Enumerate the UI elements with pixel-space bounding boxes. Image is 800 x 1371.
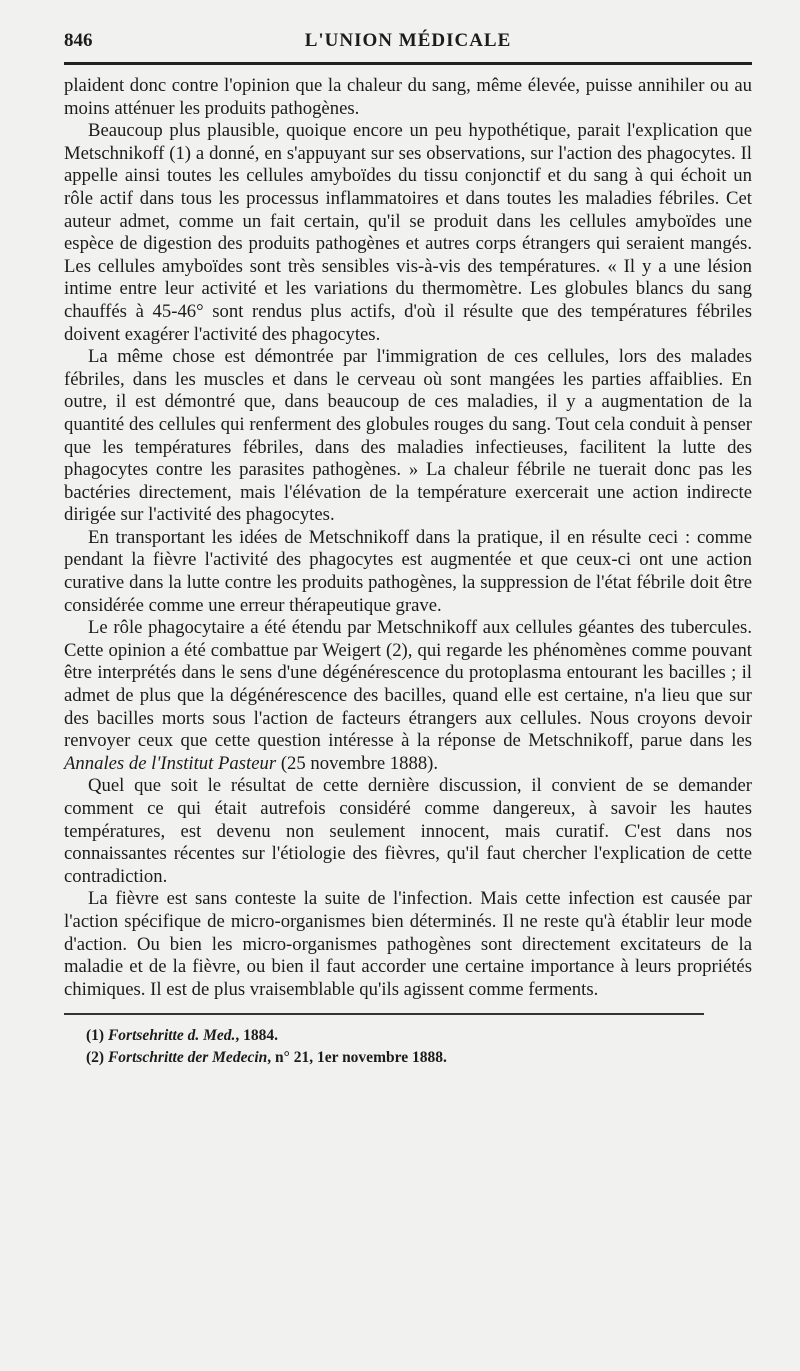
paragraph <box>64 775 752 888</box>
paragraph <box>64 75 752 120</box>
footnote-rule <box>64 1013 704 1015</box>
paragraph <box>64 888 752 1001</box>
page-header <box>64 22 752 56</box>
header-rule <box>64 62 752 65</box>
running-title: L'UNION MÉDICALE <box>304 30 512 51</box>
paragraph <box>64 617 752 775</box>
footnote-marker: (1) <box>86 1027 108 1045</box>
paragraph-text: (25 novembre 1888). <box>276 752 439 774</box>
paragraph <box>64 346 752 527</box>
footnote-marker: (2) <box>86 1049 108 1067</box>
footnote <box>64 1025 752 1047</box>
footnote-title: Fortsehritte d. Med. <box>107 1027 236 1045</box>
footnote-title: Fortschritte der Medecin <box>107 1049 268 1067</box>
paragraph-text: Quel que soit le résultat de cette dernière discussion, il convient de se demander comment ce qui était autrefois considéré comme dangereux, à savoir les hautes températures, est devenu non seulement innocent, mais curatif. C'est dans nos connaissantes récentes sur l'étiologie des fièvres, qu'il faut chercher l'explication de cette contradiction. <box>64 775 752 887</box>
paragraph-text: La fièvre est sans conteste la suite de l'infection. Mais cette infection est causée par l'action spécifique de micro-organismes bien déterminés. Il ne reste qu'à établir leur mode d'action. Ou bien les micro-organismes pathogènes sont directement excitateurs de la maladie et de la fièvre, ou bien il faut accorder une certaine importance à leurs propriétés chimiques. Il est de plus vraisemblable qu'ils agissent comme ferments. <box>64 888 752 1000</box>
footnotes <box>64 1025 752 1069</box>
footnote-details: , 1884. <box>235 1027 279 1045</box>
article-body <box>64 75 752 1001</box>
page-number: 846 <box>64 30 93 51</box>
paragraph-text: plaident donc contre l'opinion que la chaleur du sang, même élevée, puisse annihiler ou au moins atténuer les produits pathogènes. <box>64 75 752 119</box>
paragraph-text: Le rôle phagocytaire a été étendu par Metschnikoff aux cellules géantes des tubercules. Cette opinion a été combattue par Weigert (2), qui regarde les phénomènes comme pouvant être interprétés dans le sens d'une dégénérescence du protoplasma entourant les bacilles ; il admet de plus que la dégénérescence des bacilles, quand elle est certaine, n'a lieu que sur des bacilles morts sous l'action de facteurs étrangers aux cellules. Nous croyons devoir renvoyer ceux que cette question intéresse à la réponse de Metschnikoff, parue dans les <box>64 617 752 752</box>
footnote <box>64 1047 752 1069</box>
paragraph-text: Beaucoup plus plausible, quoique encore un peu hypothétique, parait l'explication que Metschnikoff (1) a donné, en s'appuyant sur ses observations, sur l'action des phagocytes. Il appelle ainsi toutes les cellules amyboïdes du tissu conjonctif et du sang à qui échoit un rôle actif dans tous les processus inflammatoires et dans toutes les maladies fébriles. Cet auteur admet, comme un fait certain, qu'il se produit dans les cellules amyboïdes une espèce de digestion des produits pathogènes et autres corps étrangers qui seraient mangés. Les cellules amyboïdes sont très sensibles vis-à-vis des températures. « Il y a une lésion intime entre leur activité et les variations du thermomètre. Les globules blancs du sang chauffés à 45-46° sont rendus plus actifs, d'où il résulte que des températures fébriles doivent exagérer l'activité des phagocytes. <box>64 120 752 345</box>
footnote-details: , n° 21, 1er novembre 1888. <box>267 1049 447 1067</box>
paragraph <box>64 527 752 617</box>
paragraph-text: En transportant les idées de Metschnikoff dans la pratique, il en résulte ceci : comme pendant la fièvre l'activité des phagocytes est augmentée et que ceux-ci ont une action curative dans la lutte contre les produits pathogènes, la suppression de l'état fébrile doit être considérée comme une erreur thérapeutique grave. <box>64 526 752 616</box>
paragraph <box>64 120 752 346</box>
paragraph-text: La même chose est démontrée par l'immigration de ces cellules, lors des malades fébriles, dans les muscles et dans le cerveau où sont mangées les parties affaiblies. En outre, il est démontré que, dans beaucoup de ces maladies, il y a augmentation de la quantité des cellules qui renferment des globules rouges du sang. Tout cela conduit à penser que les températures fébriles, dans des maladies infectieuses, facilitent la lutte des phagocytes contre les parasites pathogènes. » La chaleur fébrile ne tuerait donc pas les bactéries directement, mais l'élévation de la température exercerait une action indirecte dirigée sur l'activité des phagocytes. <box>64 346 752 526</box>
journal-title: Annales de l'Institut Pasteur <box>64 752 277 774</box>
